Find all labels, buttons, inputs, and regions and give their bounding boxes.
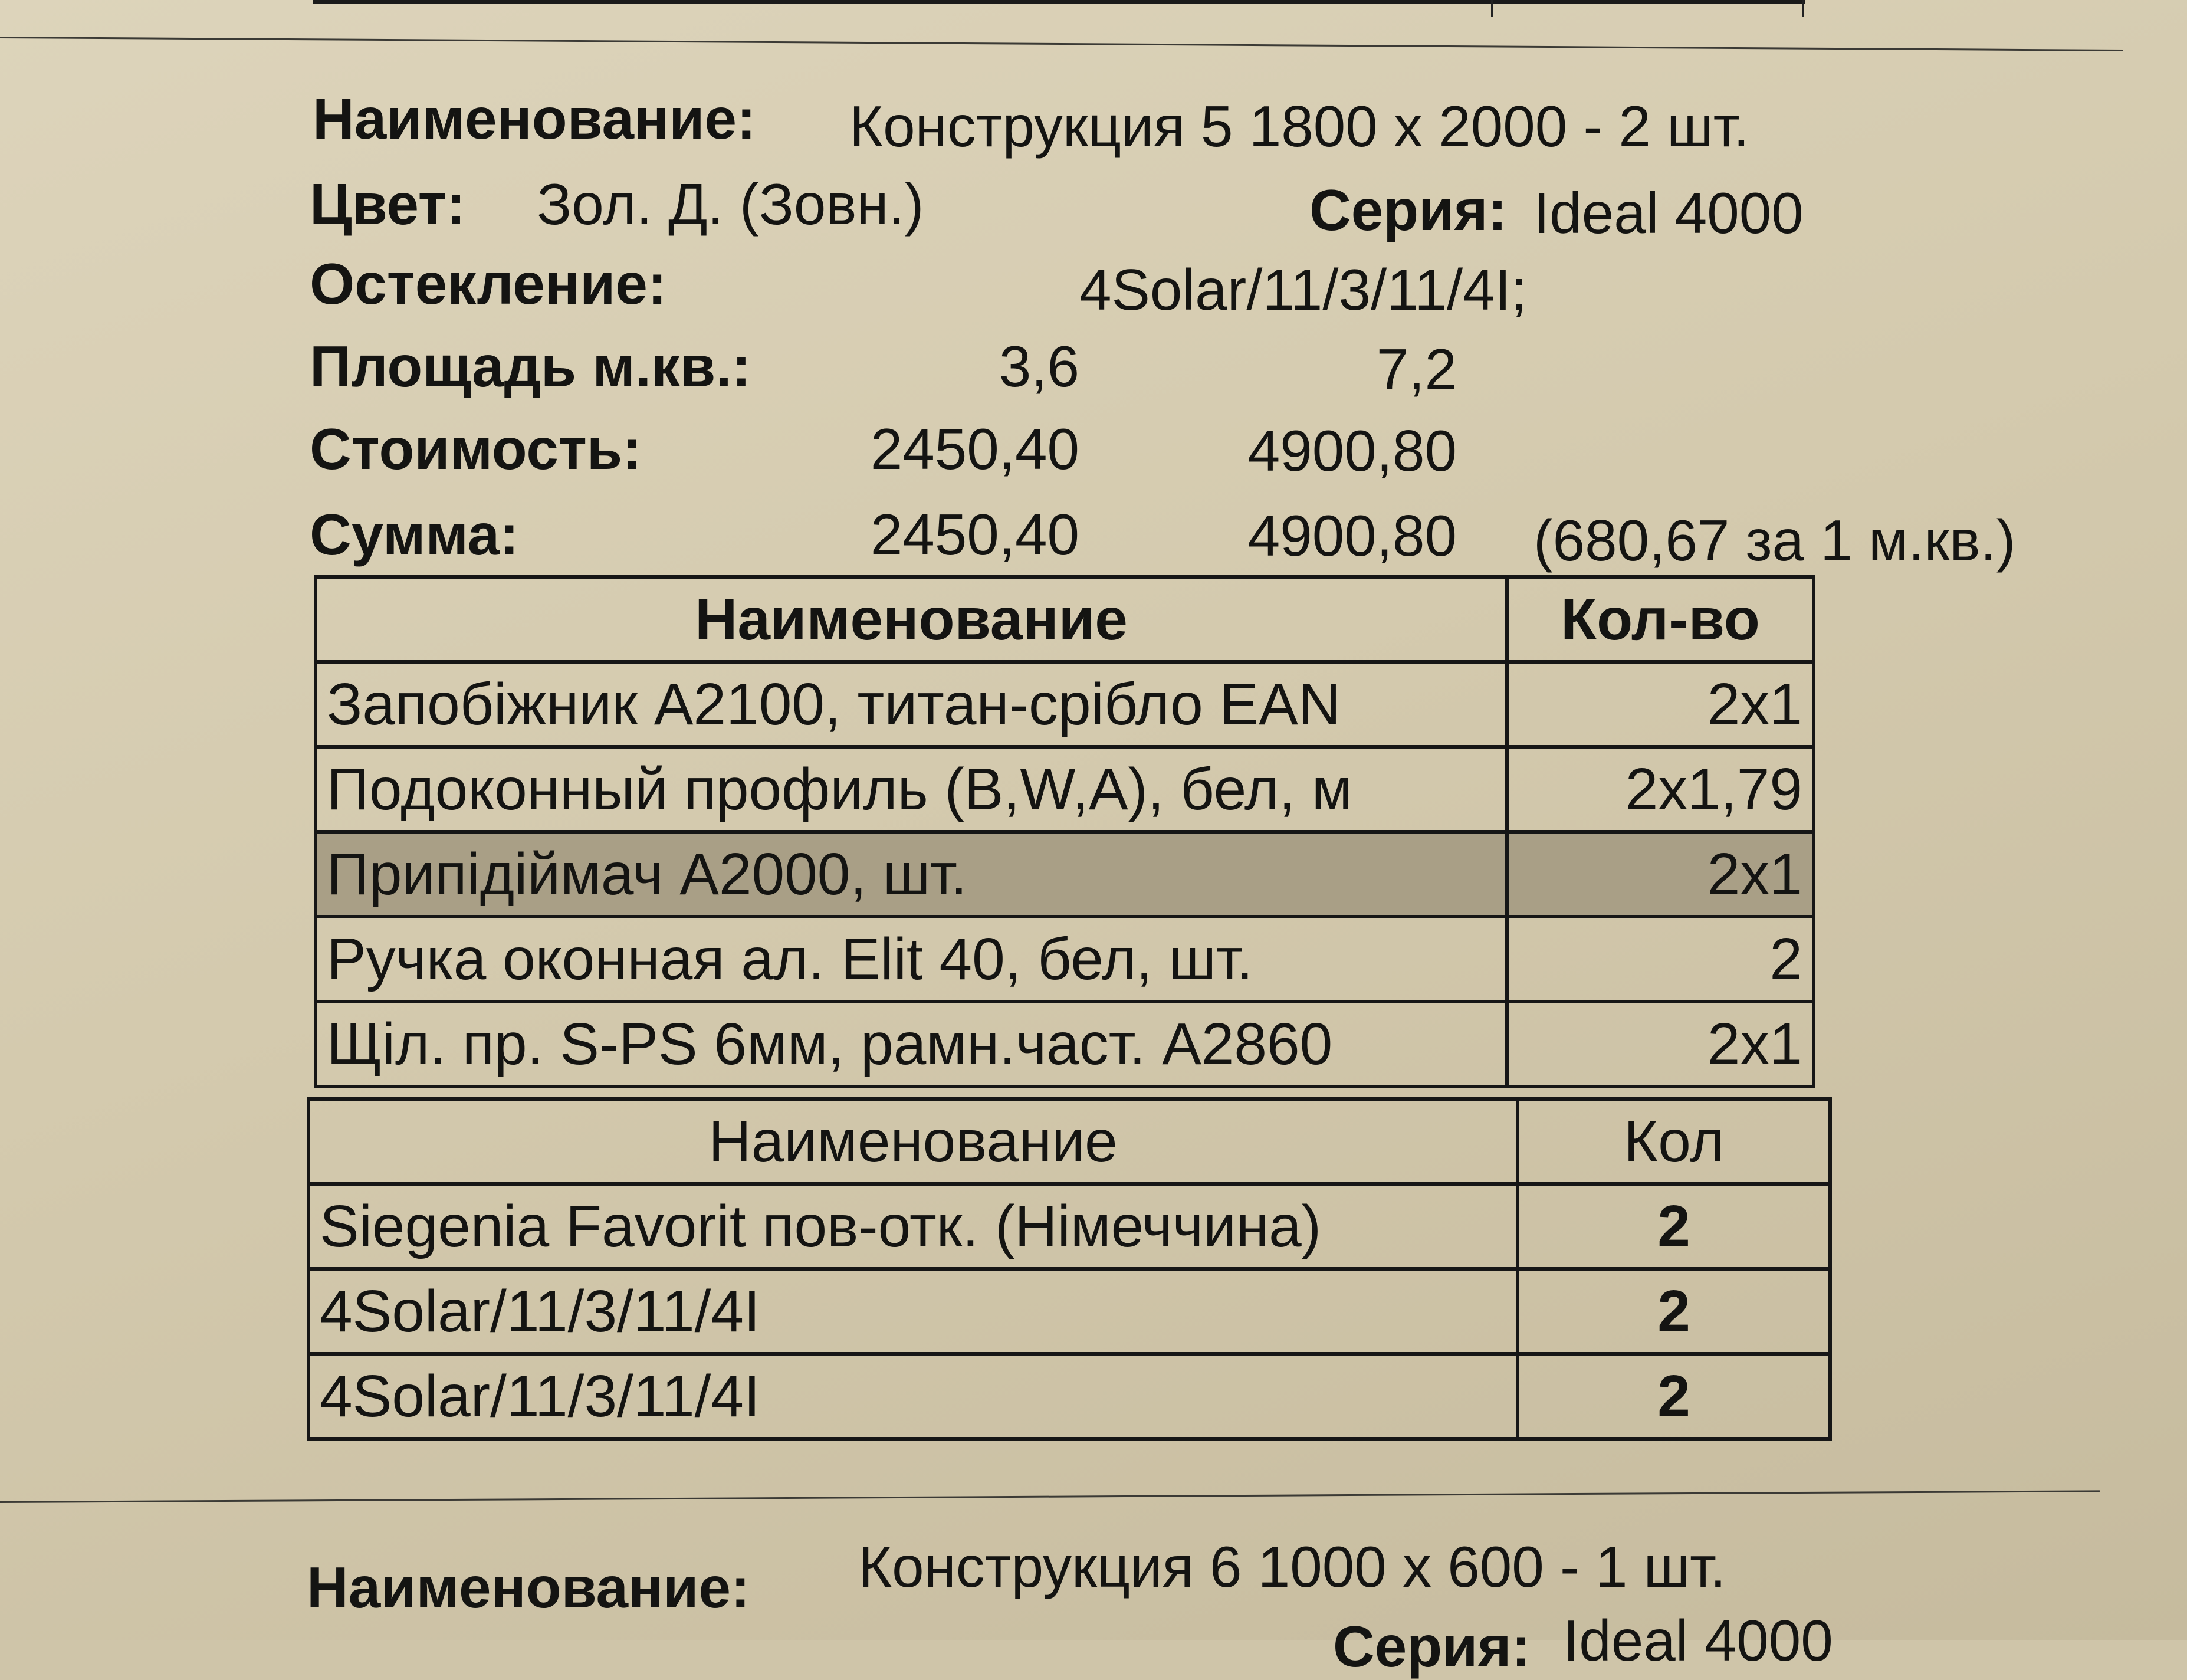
- top-table-divider: [1491, 0, 1493, 17]
- item2-name-label: Наименование:: [307, 1555, 750, 1620]
- item1-sum-total: 4900,80: [1247, 503, 1457, 568]
- parts-row-qty: 2x1: [1507, 662, 1814, 747]
- parts-row-qty: 2x1: [1507, 832, 1814, 917]
- parts-table-header: [316, 577, 1814, 662]
- parts-header-name: Наименование: [316, 577, 1507, 662]
- table-row: [316, 662, 1814, 747]
- item1-per-sqm: (680,67 за 1 м.кв.): [1533, 508, 2016, 573]
- hardware-row-qty: 2: [1518, 1269, 1830, 1354]
- parts-row-qty: 2x1,79: [1507, 747, 1814, 832]
- item2-series-label: Серия:: [1333, 1614, 1531, 1679]
- item2-series-value: Ideal 4000: [1563, 1608, 1833, 1673]
- parts-row-name: Ручка оконная ал. Elit 40, бел, шт.: [316, 917, 1507, 1002]
- parts-row-qty: 2: [1507, 917, 1814, 1002]
- item1-series-label: Серия:: [1309, 178, 1508, 242]
- item1-sum-unit: 2450,40: [870, 502, 1079, 567]
- parts-row-name: Припідіймач A2000, шт.: [316, 832, 1507, 917]
- hardware-row-name: 4Solar/11/3/11/4I: [308, 1269, 1518, 1354]
- parts-row-name: Запобіжник A2100, титан-срібло EAN: [316, 662, 1507, 747]
- item1-area-total: 7,2: [1376, 337, 1457, 402]
- item1-name-label: Наименование:: [313, 86, 756, 151]
- table-row: [308, 1354, 1830, 1439]
- item1-cost-total: 4900,80: [1247, 418, 1457, 483]
- item1-glazing-value: 4Solar/11/3/11/4I;: [1079, 257, 1528, 322]
- hardware-row-name: 4Solar/11/3/11/4I: [308, 1354, 1518, 1439]
- parts-row-name: Щіл. пр. S-PS 6мм, рамн.част. A2860: [316, 1002, 1507, 1087]
- item1-glazing-label: Остекление:: [310, 251, 667, 316]
- table-row: [308, 1184, 1830, 1269]
- item2-name-value: Конструкция 6 1000 x 600 - 1 шт.: [858, 1534, 1726, 1599]
- top-table-right-border: [1802, 0, 1804, 17]
- parts-table: [314, 575, 1815, 1088]
- table-row: [316, 1002, 1814, 1087]
- table-row: [316, 747, 1814, 832]
- item1-cost-label: Стоимость:: [310, 416, 642, 481]
- hardware-row-name: Siegenia Favorit пов-отк. (Німеччина): [308, 1184, 1518, 1269]
- parts-header-qty: Кол-во: [1507, 577, 1814, 662]
- hardware-header-name: Наименование: [308, 1099, 1518, 1184]
- hardware-table: [307, 1097, 1832, 1441]
- top-table-bottom-border: [313, 0, 1805, 4]
- hardware-row-qty: 2: [1518, 1354, 1830, 1439]
- table-row: [316, 917, 1814, 1002]
- hardware-row-qty: 2: [1518, 1184, 1830, 1269]
- item1-area-unit: 3,6: [999, 334, 1079, 399]
- item1-name-value: Конструкция 5 1800 x 2000 - 2 шт.: [849, 94, 1749, 159]
- item1-cost-unit: 2450,40: [870, 416, 1079, 481]
- item1-series-value: Ideal 4000: [1533, 181, 1804, 245]
- item1-sum-label: Сумма:: [310, 502, 519, 567]
- item1-color-value: Зол. Д. (Зовн.): [537, 172, 924, 237]
- hardware-header-qty: Кол: [1518, 1099, 1830, 1184]
- item1-color-label: Цвет:: [310, 172, 466, 237]
- parts-row-name: Подоконный профиль (B,W,A), бел, м: [316, 747, 1507, 832]
- parts-row-qty: 2x1: [1507, 1002, 1814, 1087]
- table-row: [316, 832, 1814, 917]
- item1-area-label: Площадь м.кв.:: [310, 334, 751, 399]
- hardware-table-header: [308, 1099, 1830, 1184]
- table-row: [308, 1269, 1830, 1354]
